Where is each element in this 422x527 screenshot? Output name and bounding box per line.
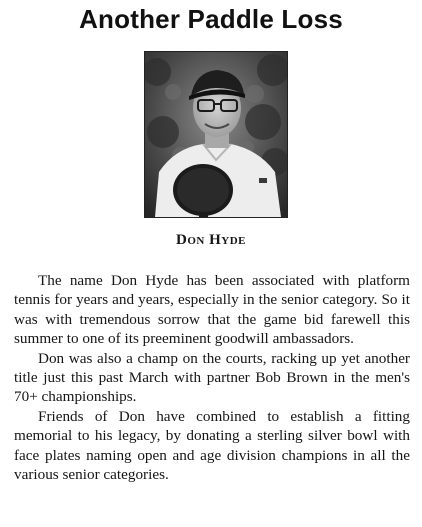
article-body xyxy=(14,271,410,484)
article-paragraph: Friends of Don have combined to establish a fitting memorial to his legacy, by donating a sterling silver bowl with face plates naming open and age division champions in all the various senior categories. xyxy=(14,407,410,484)
article-paragraph: Don was also a champ on the courts, racking up yet another title just this past March with partner Bob Brown in the men's 70+ championships. xyxy=(14,349,410,406)
photo-caption-name: Don Hyde xyxy=(176,232,246,248)
article-paragraph: The name Don Hyde has been associated with platform tennis for years and years, especially in the senior category. So it was with tremendous sorrow that the game bid farewell this summer to one of its preeminent goodwill ambassadors. xyxy=(14,272,410,348)
portrait-photo-image xyxy=(145,52,287,217)
headline: Another Paddle Loss xyxy=(79,4,343,34)
portrait-photo xyxy=(144,51,288,218)
